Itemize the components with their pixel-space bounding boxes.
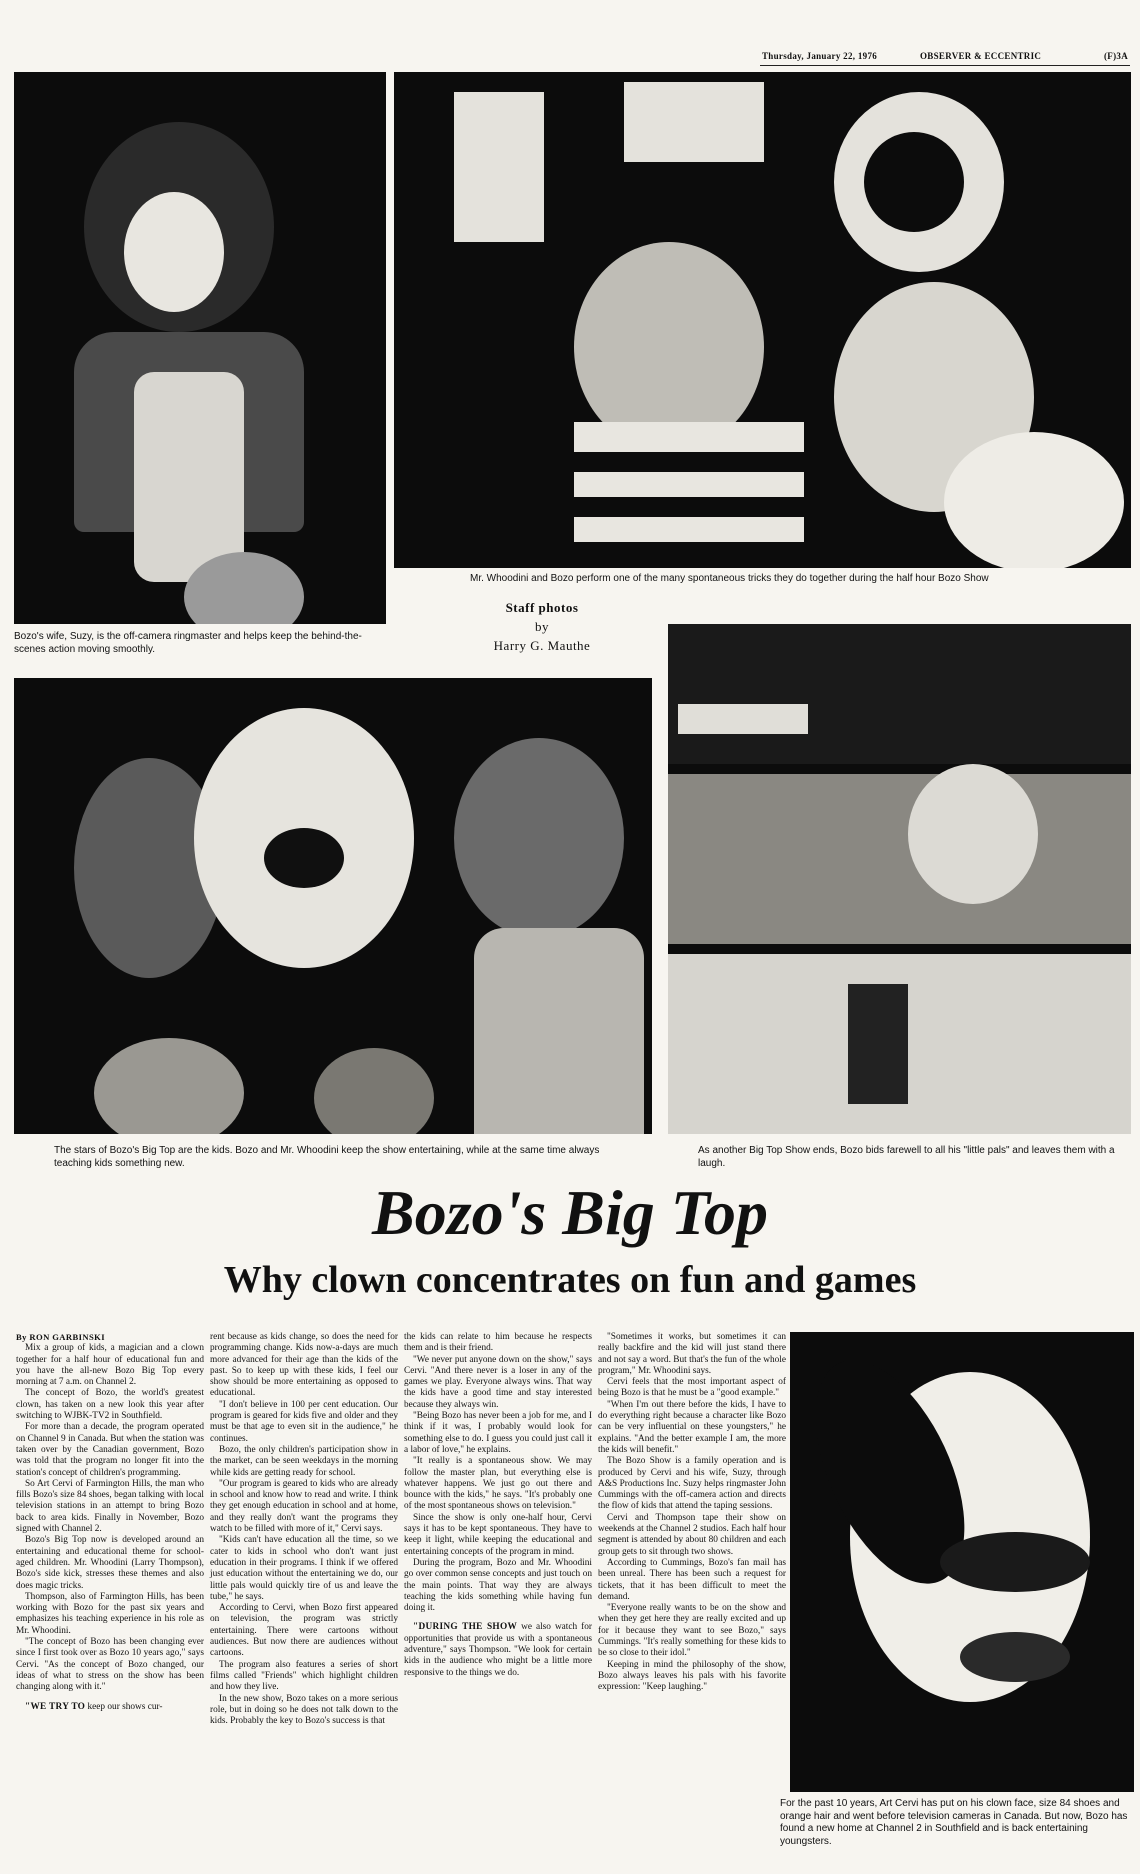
- paragraph: the kids can relate to him because he respects them and is their friend.: [404, 1332, 592, 1354]
- paragraph: "I don't believe in 100 per cent education. Our program is geared for kids five and older and they must be that age to even sit in the audience," he continues.: [210, 1399, 398, 1444]
- paragraph: Since the show is only one-half hour, Cervi says it has to be kept spontaneous. They have to keep it light, while keeping the educational and entertaining concepts of the program in mind.: [404, 1512, 592, 1557]
- paragraph: Keeping in mind the philosophy of the show, Bozo always leaves his pals with his favorite expression: "Keep laughing.": [598, 1659, 786, 1693]
- paragraph: "We never put anyone down on the show," says Cervi. "And there never is a loser in any of the games we play. Everyone always wins. That way the kids have a good time and stay interested because they always win.: [404, 1354, 592, 1410]
- paragraph: The program also features a series of short films called "Friends" which highlight children and how they live.: [210, 1659, 398, 1693]
- lead-in: "WE TRY TO: [25, 1701, 86, 1712]
- photo-suzy: [14, 72, 386, 624]
- masthead: [760, 48, 1130, 66]
- headline: Bozo's Big Top: [372, 1177, 768, 1248]
- paragraph: "Kids can't have education all the time, so we cater to kids in school who don't want just education in their programs. I think if we offered just education without the entertaining we do, our little pals would quickly tire of us and leave the tube," he says.: [210, 1535, 398, 1602]
- article-column-1: [16, 1332, 204, 1713]
- paragraph: "Being Bozo has never been a job for me, and I think if it was, I probably would look for something else to do. I guess you could just call it a labor of love," he explains.: [404, 1411, 592, 1455]
- paragraph: The concept of Bozo, the world's greatest clown, has taken on a new look this year after switching to WJBK-TV2 in Southfield.: [16, 1388, 204, 1422]
- paragraph: During the program, Bozo and Mr. Whoodini go over common sense concepts and just touch on the main points. That way they are always teaching the kids something while having fun doing it.: [404, 1557, 592, 1614]
- paragraph-lead: [16, 1702, 204, 1713]
- lead-in: "DURING THE SHOW: [413, 1622, 518, 1633]
- caption-suzy: Bozo's wife, Suzy, is the off-camera ringmaster and helps keep the behind-the-scenes action moving smoothly.: [14, 631, 362, 655]
- paragraph: According to Cervi, when Bozo first appeared on television, the program was strictly entertaining. There were cartoons without audiences. But now there are audiences without cartoons.: [210, 1603, 398, 1659]
- credit-line3: Harry G. Mauthe: [493, 638, 591, 653]
- paragraph: For more than a decade, the program operated on Channel 9 in Canada. But when the station was taken over by the Canadian government, Bozo was told that the program no longer fit into the station's concept of children's programming.: [16, 1422, 204, 1478]
- byline: By RON GARBINSKI: [16, 1332, 106, 1342]
- paragraph: "Everyone really wants to be on the show and when they get here they are really excited and up for it because they want to see Bozo," says Cummings. "It's really something for these kids to be so close to their idol.": [598, 1603, 786, 1659]
- photo-clown-face: [790, 1332, 1134, 1792]
- caption-kids: The stars of Bozo's Big Top are the kids. Bozo and Mr. Whoodini keep the show entertaining, while at the same time always teaching kids something new.: [54, 1145, 600, 1169]
- masthead-paper: OBSERVER & ECCENTRIC: [920, 51, 1042, 61]
- photo-kids: [14, 678, 652, 1134]
- paragraph: In the new show, Bozo takes on a more serious role, but in doing so he does not talk down to the kids. Probably the key to Bozo's success is that: [210, 1693, 398, 1727]
- photo-whoodini-bozo: [394, 72, 1131, 568]
- photo-credit: [452, 598, 632, 655]
- paragraph: The Bozo Show is a family operation and is produced by Cervi and his wife, Suzy, through A&S Productions Inc. Suzy helps ringmaster John Cummings with the off-camera action and directs the flow of kids that attend the taping sessions.: [598, 1456, 786, 1512]
- photo-farewell: [668, 624, 1131, 1134]
- caption-clown-face: For the past 10 years, Art Cervi has put on his clown face, size 84 shoes and orange hair and went before television cameras in Canada. But now, Bozo has found a new home at Channel 2 in Southfield and is back entertaining youngsters.: [780, 1798, 1128, 1847]
- paragraph: "Sometimes it works, but sometimes it can really backfire and the kid will just stand there and not say a word. But that's the fun of the whole program," Mr. Whoodini says.: [598, 1332, 786, 1376]
- article-column-2: [210, 1332, 398, 1727]
- paragraph: Thompson, also of Farmington Hills, has been working with Bozo for the past six years and emphasizes his teaching experience in his role as Mr. Whoodini.: [16, 1591, 204, 1636]
- masthead-page: (F)3A: [1104, 51, 1128, 61]
- lead-rest: keep our shows cur-: [85, 1701, 163, 1712]
- paragraph: "Our program is geared to kids who are already in school and know how to read and write. I think they get enough education in school and at home, and they really don't want the programs they watch to be filled with more of it," Cervi says.: [210, 1478, 398, 1535]
- paragraph: Cervi feels that the most important aspect of being Bozo is that he must be a "good example.": [598, 1377, 786, 1399]
- lead-rest: we also watch for opportunities that provide us with a spontaneous adventure," says Thompson. "We look for certain kids in the audience who might be a little more responsive to the things we do.: [404, 1622, 592, 1678]
- paragraph: Bozo, the only children's participation show in the market, can be seen weekdays in the morning while kids are getting ready for school.: [210, 1444, 398, 1478]
- paragraph: rent because as kids change, so does the need for programming change. Kids now-a-days are much more advanced for their age than the kids of the past. So to keep up with these kids, I feel our show should be more entertaining as opposed to educational.: [210, 1332, 398, 1399]
- article-column-3: [404, 1332, 592, 1679]
- paragraph: "The concept of Bozo has been changing ever since I first took over as Bozo 10 years ago," says Cervi. "As the concept of Bozo changed, our ideas of what to stress on the show has been changing along with it.": [16, 1637, 204, 1693]
- paragraph: So Art Cervi of Farmington Hills, the man who fills Bozo's size 84 shoes, began talking with local television stations in an attempt to bring Bozo back to area kids. Finally in November, Bozo signed with Channel 2.: [16, 1478, 204, 1535]
- paragraph: Mix a group of kids, a magician and a clown together for a half hour of educational fun and you have the all-new Bozo Big Top every morning at 7 a.m. on Channel 2.: [16, 1343, 204, 1388]
- paragraph: "It really is a spontaneous show. We may follow the master plan, but everything else is whatever happens. We just go out there and bounce with the kids," he says. "It's probably one of the most spontaneous shows on television.": [404, 1456, 592, 1512]
- article-column-4: [598, 1332, 786, 1694]
- credit-line1: Staff photos: [505, 600, 579, 615]
- paragraph-lead: [404, 1622, 592, 1678]
- caption-farewell: As another Big Top Show ends, Bozo bids farewell to all his "little pals" and leaves them with a laugh.: [698, 1145, 1115, 1169]
- subhead: Why clown concentrates on fun and games: [223, 1259, 917, 1301]
- caption-whoodini: Mr. Whoodini and Bozo perform one of the many spontaneous tricks they do together during the half hour Bozo Show: [470, 573, 989, 584]
- masthead-date: Thursday, January 22, 1976: [762, 51, 878, 61]
- paragraph: According to Cummings, Bozo's fan mail has been unreal. There has been such a request for tickets, that it has been difficult to meet the demand.: [598, 1557, 786, 1602]
- paragraph: Cervi and Thompson tape their show on weekends at the Channel 2 studios. Each half hour segment is attended by about 80 children and each group gets to sit through two shows.: [598, 1512, 786, 1557]
- paragraph: Bozo's Big Top now is developed around an entertaining and educational theme for school-aged children. Mr. Whoodini (Larry Thompson), Bozo's side kick, stresses these themes and also does magic tricks.: [16, 1535, 204, 1591]
- paragraph: "When I'm out there before the kids, I have to do everything right because a character like Bozo can be very influential on these youngsters," he explains. "And the better example I am, the more the kids will benefit.": [598, 1399, 786, 1455]
- credit-line2: by: [535, 619, 549, 634]
